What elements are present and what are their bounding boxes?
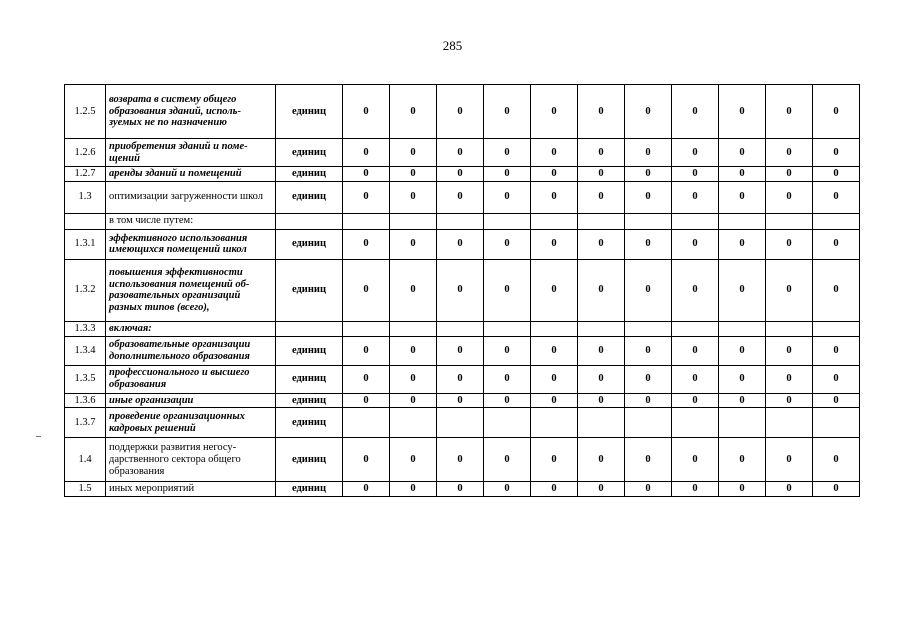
value-cell: 0 [578,167,625,182]
value-cell: 0 [343,181,390,213]
row-name: повышения эффективности использования помещений об-разовательных организаций разных типов (всего), [106,259,276,321]
value-cell: 0 [766,167,813,182]
value-cell: 0 [672,259,719,321]
value-cell: 0 [343,167,390,182]
value-cell: 0 [813,229,860,259]
row-unit: единиц [276,408,343,438]
row-name: приобретения зданий и поме-щений [106,139,276,167]
value-cell: 0 [390,259,437,321]
row-code: 1.3.6 [65,393,106,408]
row-code [65,213,106,229]
value-cell: 0 [672,393,719,408]
value-cell: 0 [625,336,672,365]
value-cell: 0 [390,365,437,393]
value-cell: 0 [437,85,484,139]
row-unit: единиц [276,336,343,365]
value-cell: 0 [813,482,860,497]
value-cell: 0 [437,259,484,321]
value-cell: 0 [766,365,813,393]
row-unit: единиц [276,365,343,393]
value-cell: 0 [719,167,766,182]
value-cell: 0 [672,229,719,259]
value-cell: 0 [766,181,813,213]
value-cell: 0 [578,438,625,482]
row-unit: единиц [276,259,343,321]
value-cell: 0 [484,438,531,482]
value-cell: 0 [672,139,719,167]
value-cell: 0 [719,259,766,321]
value-cell: 0 [531,365,578,393]
row-unit [276,321,343,336]
row-code: 1.2.5 [65,85,106,139]
row-code: 1.3.4 [65,336,106,365]
value-cell [672,213,719,229]
value-cell: 0 [343,85,390,139]
value-cell: 0 [484,181,531,213]
value-cell [813,408,860,438]
table-row [65,336,860,365]
value-cell: 0 [813,167,860,182]
value-cell: 0 [390,139,437,167]
value-cell [625,408,672,438]
value-cell: 0 [719,393,766,408]
value-cell: 0 [390,167,437,182]
value-cell: 0 [625,482,672,497]
value-cell: 0 [719,85,766,139]
page-number: 285 [442,38,463,53]
value-cell: 0 [672,167,719,182]
value-cell: 0 [484,167,531,182]
value-cell: 0 [343,365,390,393]
value-cell: 0 [578,393,625,408]
value-cell: 0 [390,181,437,213]
value-cell: 0 [484,139,531,167]
value-cell: 0 [531,139,578,167]
value-cell: 0 [437,229,484,259]
table-row [65,408,860,438]
row-unit: единиц [276,181,343,213]
value-cell [766,408,813,438]
row-unit: единиц [276,85,343,139]
value-cell: 0 [531,482,578,497]
row-unit: единиц [276,393,343,408]
value-cell: 0 [813,181,860,213]
value-cell: 0 [813,336,860,365]
value-cell: 0 [437,336,484,365]
value-cell: 0 [813,85,860,139]
value-cell: 0 [719,229,766,259]
row-code: 1.3.5 [65,365,106,393]
value-cell [437,408,484,438]
table-row [65,167,860,182]
value-cell [672,321,719,336]
value-cell: 0 [813,139,860,167]
value-cell: 0 [719,365,766,393]
value-cell: 0 [625,259,672,321]
row-name: в том числе путем: [106,213,276,229]
value-cell [390,213,437,229]
row-unit: единиц [276,139,343,167]
value-cell: 0 [390,229,437,259]
value-cell: 0 [531,229,578,259]
value-cell: 0 [813,365,860,393]
value-cell: 0 [343,139,390,167]
value-cell [719,213,766,229]
row-unit: единиц [276,229,343,259]
row-code: 1.3.3 [65,321,106,336]
row-name: оптимизации загруженности школ [106,181,276,213]
value-cell [719,408,766,438]
value-cell: 0 [343,229,390,259]
value-cell: 0 [437,393,484,408]
row-code: 1.4 [65,438,106,482]
value-cell: 0 [484,365,531,393]
value-cell: 0 [719,336,766,365]
row-unit: единиц [276,482,343,497]
value-cell: 0 [437,181,484,213]
value-cell: 0 [390,336,437,365]
value-cell [625,321,672,336]
value-cell: 0 [484,482,531,497]
value-cell [484,213,531,229]
row-code: 1.3.1 [65,229,106,259]
value-cell [531,213,578,229]
value-cell: 0 [390,85,437,139]
value-cell: 0 [437,438,484,482]
table-row [65,139,860,167]
value-cell: 0 [578,336,625,365]
value-cell: 0 [484,259,531,321]
value-cell: 0 [343,336,390,365]
row-code: 1.3.7 [65,408,106,438]
value-cell: 0 [766,259,813,321]
value-cell: 0 [672,482,719,497]
value-cell [484,408,531,438]
row-unit: единиц [276,438,343,482]
value-cell [625,213,672,229]
row-code: 1.3.2 [65,259,106,321]
value-cell: 0 [578,181,625,213]
value-cell [437,213,484,229]
row-code: 1.3 [65,181,106,213]
row-name: включая: [106,321,276,336]
value-cell [766,321,813,336]
value-cell [484,321,531,336]
value-cell: 0 [531,336,578,365]
value-cell: 0 [390,393,437,408]
table-row [65,365,860,393]
value-cell [672,408,719,438]
row-name: эффективного использования имеющихся помещений школ [106,229,276,259]
value-cell: 0 [766,438,813,482]
value-cell: 0 [531,438,578,482]
value-cell [766,213,813,229]
value-cell: 0 [343,482,390,497]
value-cell [531,321,578,336]
value-cell: 0 [766,139,813,167]
value-cell: 0 [766,336,813,365]
value-cell: 0 [625,393,672,408]
value-cell: 0 [625,229,672,259]
value-cell [813,213,860,229]
value-cell [343,321,390,336]
value-cell: 0 [672,181,719,213]
value-cell: 0 [766,393,813,408]
row-name: иные организации [106,393,276,408]
value-cell: 0 [484,85,531,139]
row-code: 1.2.6 [65,139,106,167]
value-cell: 0 [531,167,578,182]
row-name: проведение организационных кадровых решений [106,408,276,438]
value-cell: 0 [719,139,766,167]
value-cell: 0 [484,336,531,365]
value-cell: 0 [578,365,625,393]
value-cell: 0 [531,393,578,408]
value-cell: 0 [625,438,672,482]
value-cell: 0 [484,393,531,408]
table-body [65,85,860,497]
row-name: образовательные организации дополнительного образования [106,336,276,365]
row-name: возврата в систему общего образования зданий, исполь-зуемых не по назначению [106,85,276,139]
row-name: иных мероприятий [106,482,276,497]
value-cell: 0 [343,438,390,482]
value-cell: 0 [578,482,625,497]
data-table [64,84,860,497]
table-row [65,213,860,229]
table-row [65,85,860,139]
value-cell: 0 [390,438,437,482]
value-cell: 0 [437,167,484,182]
value-cell [390,321,437,336]
value-cell [437,321,484,336]
value-cell: 0 [672,336,719,365]
value-cell [390,408,437,438]
value-cell: 0 [578,85,625,139]
value-cell: 0 [484,229,531,259]
value-cell [531,408,578,438]
value-cell: 0 [625,85,672,139]
value-cell: 0 [813,259,860,321]
table-row [65,321,860,336]
value-cell: 0 [578,229,625,259]
table-row [65,181,860,213]
value-cell: 0 [531,181,578,213]
table-row [65,393,860,408]
row-unit [276,213,343,229]
value-cell: 0 [672,438,719,482]
row-name: аренды зданий и помещений [106,167,276,182]
value-cell [343,213,390,229]
value-cell: 0 [719,438,766,482]
value-cell: 0 [578,259,625,321]
value-cell [578,213,625,229]
value-cell: 0 [672,85,719,139]
value-cell: 0 [813,438,860,482]
row-code: 1.5 [65,482,106,497]
row-unit: единиц [276,167,343,182]
value-cell: 0 [437,365,484,393]
value-cell: 0 [766,85,813,139]
value-cell: 0 [531,259,578,321]
value-cell: 0 [625,167,672,182]
row-name: профессионального и высшего образования [106,365,276,393]
value-cell: 0 [625,181,672,213]
value-cell: 0 [343,393,390,408]
value-cell: 0 [390,482,437,497]
value-cell [343,408,390,438]
value-cell: 0 [766,482,813,497]
value-cell: 0 [625,365,672,393]
value-cell: 0 [719,482,766,497]
value-cell: 0 [437,482,484,497]
row-name: поддержки развития негосу-дарственного сектора общего образования [106,438,276,482]
value-cell: 0 [578,139,625,167]
value-cell: 0 [343,259,390,321]
value-cell [578,408,625,438]
scan-mark [36,436,41,437]
value-cell: 0 [719,181,766,213]
value-cell: 0 [625,139,672,167]
table-row [65,229,860,259]
value-cell: 0 [766,229,813,259]
value-cell [813,321,860,336]
table-row [65,482,860,497]
value-cell [578,321,625,336]
value-cell: 0 [531,85,578,139]
value-cell: 0 [437,139,484,167]
value-cell [719,321,766,336]
value-cell: 0 [672,365,719,393]
row-code: 1.2.7 [65,167,106,182]
table-row [65,438,860,482]
table-row [65,259,860,321]
value-cell: 0 [813,393,860,408]
